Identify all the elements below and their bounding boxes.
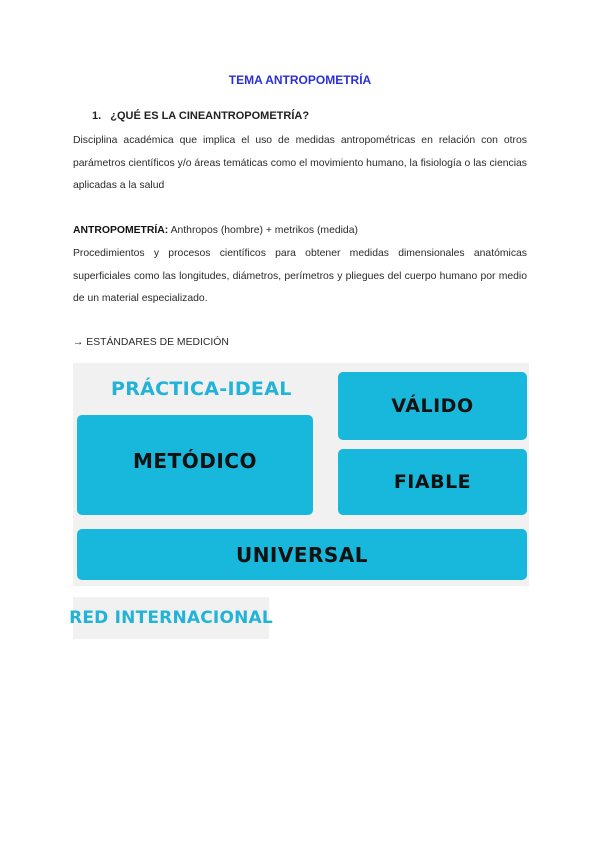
section-heading-text: ¿QUÉ ES LA CINEANTROPOMETRÍA? bbox=[110, 110, 310, 122]
antropometria-definition: Procedimientos y procesos científicos para obtener medidas dimensionales anatómicas superficiales como las longitudes, diámetros, perímetros y pliegues del cuerpo humano por medio de un material especializado. bbox=[73, 248, 527, 304]
antropometria-line bbox=[73, 220, 527, 243]
fiable-box: FIABLE bbox=[338, 449, 527, 515]
metodico-box: METÓDICO bbox=[77, 415, 313, 515]
red-internacional-banner bbox=[69, 597, 273, 639]
section-number: 1. bbox=[92, 110, 102, 122]
cineantropometria-definition: Disciplina académica que implica el uso de medidas antropométricas en relación con otros parámetros científicos y/o áreas temáticas como el movimiento humano, la fisiología o las ciencias aplicadas a la salud bbox=[73, 135, 527, 191]
standards-label: → ESTÁNDARES DE MEDICIÓN bbox=[73, 337, 229, 348]
universal-box: UNIVERSAL bbox=[77, 529, 527, 580]
valido-box: VÁLIDO bbox=[338, 372, 527, 440]
antropometria-etymology: Anthropos (hombre) + metrikos (medida) bbox=[168, 225, 358, 236]
practica-ideal-header: PRÁCTICA-IDEAL bbox=[111, 378, 292, 400]
section-heading bbox=[92, 110, 309, 122]
standards-diagram bbox=[73, 363, 529, 586]
antropometria-label: ANTROPOMETRÍA: bbox=[73, 225, 169, 236]
red-internacional-label: RED INTERNACIONAL bbox=[69, 608, 273, 628]
page-title: TEMA ANTROPOMETRÍA bbox=[228, 73, 372, 87]
